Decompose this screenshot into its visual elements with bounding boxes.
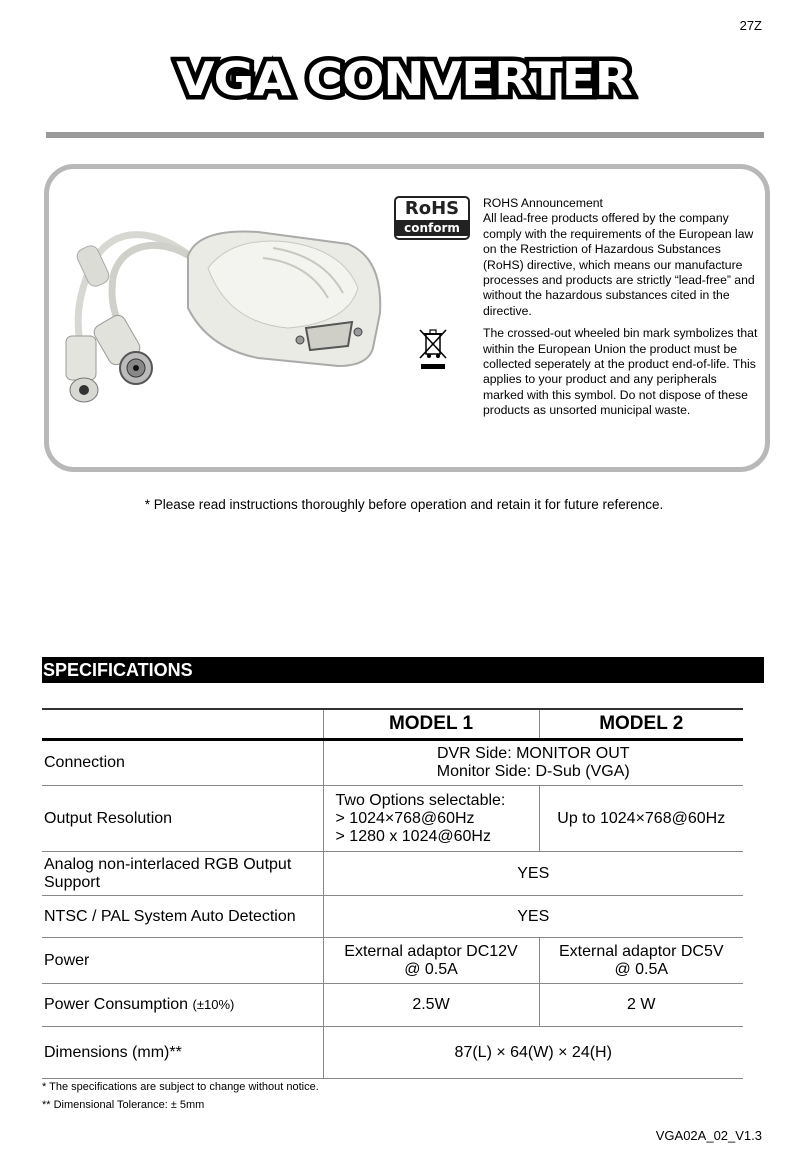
header-model-1: MODEL 1 [323, 709, 539, 740]
power-consumption-model-1: 2.5W [323, 984, 539, 1027]
row-label-analog-output: Analog non-interlaced RGB Output Support [42, 852, 323, 896]
row-label-auto-detection: NTSC / PAL System Auto Detection [42, 896, 323, 938]
output-resolution-model-1 [323, 786, 539, 852]
power-model-2-line-2: @ 0.5A [614, 960, 669, 978]
table-row [42, 740, 743, 786]
rohs-logo-bottom-text: conform [396, 220, 468, 236]
power-consumption-model-2: 2 W [539, 984, 743, 1027]
output-resolution-model-2: Up to 1024×768@60Hz [539, 786, 743, 852]
rohs-logo-top-text: RoHS [404, 198, 460, 219]
table-row [42, 896, 743, 938]
rohs-announcement [483, 196, 759, 426]
rohs-paragraph-2: The crossed-out wheeled bin mark symbolizes that within the European Union the product must be collected seperately at the product end-of-life. This applies to your product and any peripherals marked with this symbol. Do not dispose of these products as unsorted municipal waste. [483, 326, 758, 418]
document-version: VGA02A_02_V1.3 [655, 1128, 762, 1143]
footnote-tolerance: ** Dimensional Tolerance: ± 5mm [42, 1099, 205, 1111]
connection-line-2: Monitor Side: D-Sub (VGA) [436, 763, 630, 780]
power-model-2 [539, 938, 743, 984]
rohs-heading: ROHS Announcement [483, 196, 603, 210]
connection-value [323, 740, 743, 786]
table-row [42, 984, 743, 1027]
vga-converter-product-image [58, 218, 388, 418]
resolution-options-line: Two Options selectable: [335, 791, 506, 809]
document-code: 27Z [739, 18, 762, 33]
power-model-1-line-1: External adaptor DC12V [344, 942, 518, 960]
rohs-conform-logo [394, 196, 470, 240]
table-header-row [42, 709, 743, 740]
row-label-power-consumption [42, 984, 323, 1027]
crossed-out-bin-icon [418, 328, 448, 372]
header-model-2: MODEL 2 [539, 709, 743, 740]
resolution-option-1: > 1024×768@60Hz [335, 809, 475, 827]
auto-detection-value: YES [323, 896, 743, 938]
resolution-option-2: > 1280 x 1024@60Hz [335, 827, 491, 845]
power-model-1 [323, 938, 539, 984]
specifications-heading: SPECIFICATIONS [42, 657, 764, 683]
analog-output-value: YES [323, 852, 743, 896]
connection-line-1: DVR Side: MONITOR OUT [436, 745, 630, 762]
power-model-2-line-1: External adaptor DC5V [558, 942, 724, 960]
power-model-1-line-2: @ 0.5A [404, 960, 458, 978]
specifications-table [42, 708, 743, 1079]
table-row [42, 938, 743, 984]
title-container [0, 52, 808, 106]
table-row [42, 852, 743, 896]
header-blank [42, 709, 323, 740]
row-label-power: Power [42, 938, 323, 984]
table-row [42, 1027, 743, 1079]
power-consumption-label: Power Consumption [44, 996, 189, 1013]
table-row [42, 786, 743, 852]
dimensions-value: 87(L) × 64(W) × 24(H) [323, 1027, 743, 1079]
row-label-output-resolution: Output Resolution [42, 786, 323, 852]
row-label-connection: Connection [42, 740, 323, 786]
instructions-notice: * Please read instructions thoroughly before operation and retain it for future reference. [144, 497, 664, 512]
title-divider [46, 132, 764, 138]
rohs-paragraph-1: All lead-free products offered by the company comply with the requirements of the European law on the Restriction of Hazardous Substances (RoHS) directive, which means our manufacture processes and products are strictly “lead-free” and without the hazardous substances cited in the directive. [483, 211, 755, 318]
footnote-specifications: * The specifications are subject to change without notice. [42, 1081, 319, 1093]
page-title: VGA CONVERTER [176, 52, 632, 106]
row-label-dimensions: Dimensions (mm)** [42, 1027, 323, 1079]
power-consumption-tolerance: (±10%) [192, 997, 235, 1012]
